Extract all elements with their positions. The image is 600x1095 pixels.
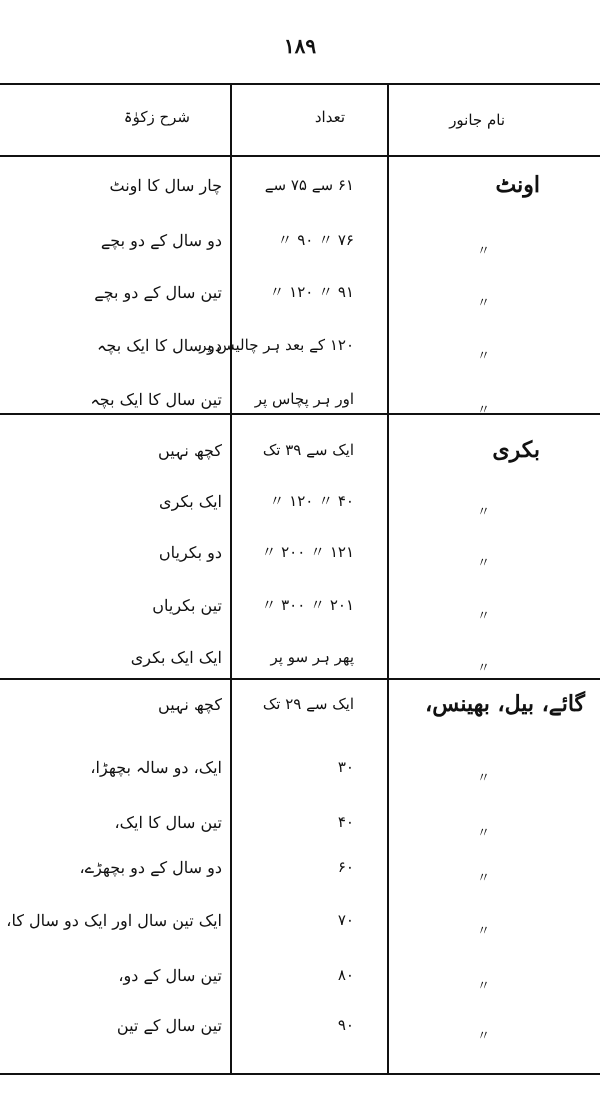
zakat-rate: دو بکریاں [158, 543, 222, 562]
ditto-mark: 〃 [476, 924, 490, 939]
animal-count: ۶۱ سے ۷۵ سے [264, 176, 354, 194]
zakat-rate: کچھ نہیں [158, 695, 222, 714]
zakat-rate: ایک، دو سالہ بچھڑا، [90, 758, 222, 777]
zakat-rate: دو سال کا ایک بچہ [97, 336, 222, 355]
page-number: ۱۸۹ [283, 34, 317, 58]
zakat-rate: تین سال کا ایک بچہ [90, 390, 222, 409]
zakat-rate: چار سال کا اونٹ [109, 176, 222, 195]
ditto-mark: 〃 [476, 1029, 490, 1044]
animal-count: ۸۰ [337, 966, 354, 984]
zakat-rate: تین سال کا ایک، [114, 813, 222, 832]
header-bottom-rule [0, 155, 600, 157]
animal-count: پھر ہر سو پر [270, 648, 354, 666]
column-divider-left [230, 83, 232, 1073]
ditto-mark: 〃 [476, 296, 490, 311]
animal-count: ۴۰ [337, 813, 354, 831]
ditto-mark: 〃 [476, 871, 490, 886]
zakat-rate: دو سال کے دو بچے [100, 231, 222, 250]
section-divider-1 [0, 413, 600, 415]
animal-count: اور ہر پچاس پر [254, 390, 354, 408]
header-count: تعداد [314, 108, 345, 126]
ditto-mark: 〃 [476, 403, 490, 418]
animal-name: اونٹ [495, 172, 540, 198]
ditto-mark: 〃 [476, 661, 490, 676]
animal-count: ۶۰ [337, 858, 354, 876]
zakat-rate: ایک ایک بکری [130, 648, 222, 667]
animal-count: ۹۱ 〃 ۱۲۰ 〃 [269, 283, 354, 301]
ditto-mark: 〃 [476, 556, 490, 571]
ditto-mark: 〃 [476, 244, 490, 259]
section-divider-2 [0, 678, 600, 680]
ditto-mark: 〃 [476, 349, 490, 364]
header-animal: نام جانور [449, 111, 505, 129]
zakat-rate: ایک بکری [159, 492, 222, 511]
ditto-mark: 〃 [476, 826, 490, 841]
ditto-mark: 〃 [476, 505, 490, 520]
header-zakat: شرح زکوٰۃ [123, 108, 190, 126]
animal-count: ۷۰ [337, 911, 354, 929]
animal-count: ۷۶ 〃 ۹۰ 〃 [277, 231, 354, 249]
ditto-mark: 〃 [476, 609, 490, 624]
animal-count: ۱۲۰ کے بعد ہر چالیس پر [199, 336, 354, 354]
animal-count: ۱۲۱ 〃 ۲۰۰ 〃 [261, 543, 354, 561]
zakat-rate: تین سال کے دو بچے [94, 283, 222, 302]
zakat-rate: ایک تین سال اور ایک دو سال کا، [6, 911, 222, 930]
animal-count: ۲۰۱ 〃 ۳۰۰ 〃 [261, 596, 354, 614]
zakat-rate: تین سال کے تین [116, 1016, 222, 1035]
zakat-rate: کچھ نہیں [158, 441, 222, 460]
zakat-rate: تین سال کے دو، [118, 966, 222, 985]
animal-count: ۴۰ 〃 ۱۲۰ 〃 [269, 492, 354, 510]
ditto-mark: 〃 [476, 771, 490, 786]
column-divider-right [387, 83, 389, 1073]
zakat-rate: تین بکریاں [152, 596, 222, 615]
animal-name: بکری [492, 437, 540, 463]
table-top-rule [0, 83, 600, 85]
ditto-mark: 〃 [476, 979, 490, 994]
zakat-rate: دو سال کے دو بچھڑے، [79, 858, 222, 877]
table-bottom-rule [0, 1073, 600, 1075]
animal-count: ایک سے ۲۹ تک [262, 695, 354, 713]
animal-count: ۹۰ [337, 1016, 354, 1034]
animal-name: گائے، بیل، بھینس، [425, 691, 585, 717]
animal-count: ایک سے ۳۹ تک [262, 441, 354, 459]
animal-count: ۳۰ [337, 758, 354, 776]
